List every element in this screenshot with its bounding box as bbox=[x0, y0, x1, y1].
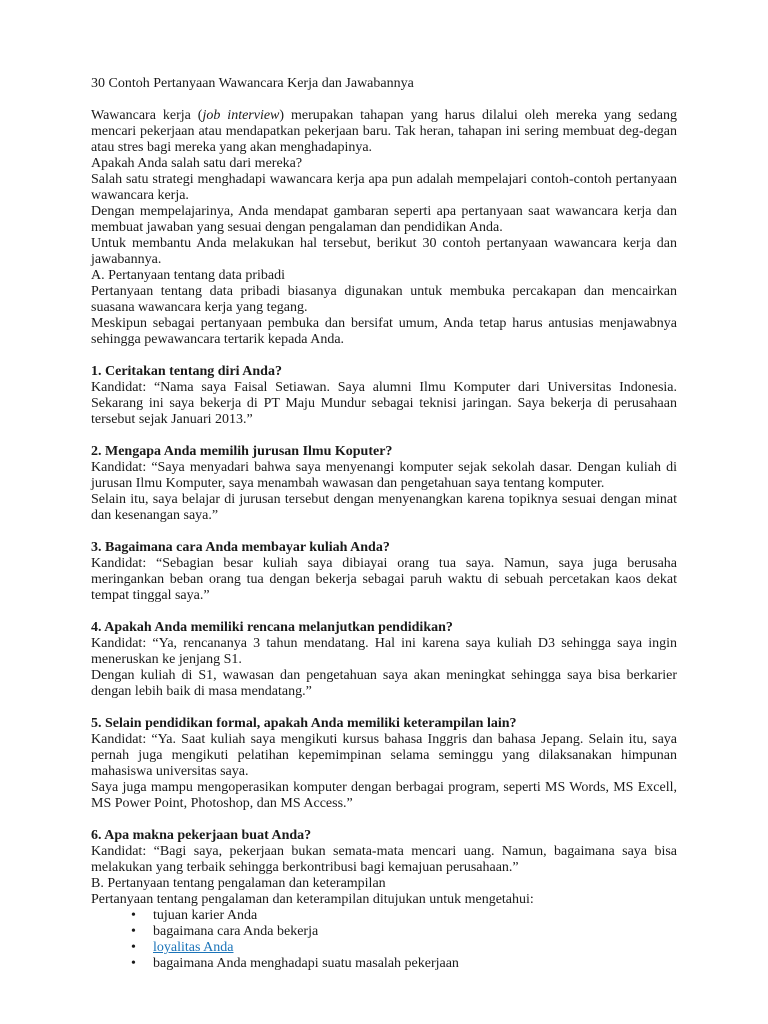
answer-text: Kandidat: “Nama saya Faisal Setiawan. Saya alumni Ilmu Komputer dari Universitas Indonesia. Sekarang ini saya bekerja di PT Maju Mundur sebagai teknisi jaringan. Saya bekerja di perusahaan tersebut sejak Januari 2013.” bbox=[91, 380, 677, 427]
loyalitas-link[interactable]: loyalitas Anda bbox=[153, 940, 234, 955]
answer-text-continued: Dengan kuliah di S1, wawasan dan pengetahuan saya akan meningkat sehingga saya bisa berkarier dengan lebih baik di masa mendatang.” bbox=[91, 668, 677, 699]
list-item bbox=[91, 924, 677, 940]
answer-text-continued: Selain itu, saya belajar di jurusan tersebut dengan menyenangkan karena topiknya sesuai dengan minat dan kesenangan saya.” bbox=[91, 492, 677, 523]
bullet-list bbox=[91, 908, 677, 972]
list-item bbox=[91, 908, 677, 924]
answer-text: Kandidat: “Ya. Saat kuliah saya mengikuti kursus bahasa Inggris dan bahasa Jepang. Selain itu, saya pernah juga mengikuti pelatihan kepemimpinan selama seminggu yang dilaksanakan himpunan mahasiswa universitas saya. bbox=[91, 732, 677, 779]
question-text: 5. Selain pendidikan formal, apakah Anda memiliki keterampilan lain? bbox=[91, 716, 517, 731]
intro-paragraph-7: Meskipun sebagai pertanyaan pembuka dan bersifat umum, Anda tetap harus antusias menjawabnya sehingga pewawancara tertarik kepada Anda. bbox=[91, 316, 677, 347]
intro-paragraph-3: Salah satu strategi menghadapi wawancara kerja apa pun adalah mempelajari contoh-contoh pertanyaan wawancara kerja. bbox=[91, 172, 677, 203]
intro-p1-before: Wawancara kerja ( bbox=[91, 108, 203, 123]
intro-paragraph-4: Dengan mempelajarinya, Anda mendapat gambaran seperti apa pertanyaan saat wawancara kerja dan membuat jawaban yang sesuai dengan pengalaman dan pendidikan Anda. bbox=[91, 204, 677, 235]
intro-p1-italic: job interview bbox=[202, 108, 280, 123]
question-2 bbox=[91, 444, 677, 524]
bullet-icon: • bbox=[131, 924, 136, 939]
question-5 bbox=[91, 716, 677, 812]
document-page bbox=[91, 76, 677, 972]
answer-text: Kandidat: “Ya, rencananya 3 tahun mendatang. Hal ini karena saya kuliah D3 sehingga saya ingin meneruskan ke jenjang S1. bbox=[91, 636, 677, 667]
list-item bbox=[91, 940, 677, 956]
document-title: 30 Contoh Pertanyaan Wawancara Kerja dan Jawabannya bbox=[91, 76, 414, 91]
intro-p1-after: ) merupakan tahapan yang harus dilalui oleh mereka yang sedang mencari pekerjaan atau mendapatkan pekerjaan baru. Tak heran, tahapan ini sering membuat deg-degan atau stres bagi mereka yang akan menghadapinya. bbox=[91, 108, 677, 155]
question-text: 6. Apa makna pekerjaan buat Anda? bbox=[91, 828, 312, 843]
question-text: 2. Mengapa Anda memilih jurusan Ilmu Koputer? bbox=[91, 444, 393, 459]
question-4 bbox=[91, 620, 677, 700]
list-item-text: bagaimana Anda menghadapi suatu masalah pekerjaan bbox=[153, 956, 459, 971]
bullet-icon: • bbox=[131, 956, 136, 971]
list-item-text: tujuan karier Anda bbox=[153, 908, 258, 923]
bullet-icon: • bbox=[131, 940, 136, 955]
question-3 bbox=[91, 540, 677, 604]
answer-text: Kandidat: “Sebagian besar kuliah saya dibiayai orang tua saya. Namun, saya juga berusaha meringankan beban orang tua dengan bekerja sebagai paruh waktu di sebuah percetakan kaos dekat tempat tinggal saya.” bbox=[91, 556, 677, 603]
answer-text: Kandidat: “Saya menyadari bahwa saya menyenangi komputer sejak sekolah dasar. Dengan kuliah di jurusan Ilmu Komputer, saya menambah wawasan dan pengetahuan saya tentang komputer. bbox=[91, 460, 677, 491]
intro-paragraph-6: Pertanyaan tentang data pribadi biasanya digunakan untuk membuka percakapan dan mencairkan suasana wawancara kerja yang tegang. bbox=[91, 284, 677, 315]
question-text: 1. Ceritakan tentang diri Anda? bbox=[91, 364, 282, 379]
answer-text-continued: Saya juga mampu mengoperasikan komputer dengan berbagai program, seperti MS Words, MS Excell, MS Power Point, Photoshop, dan MS Access.” bbox=[91, 780, 677, 811]
answer-text: Kandidat: “Bagi saya, pekerjaan bukan semata-mata mencari uang. Namun, bagaimana saya bisa melakukan yang terbaik sehingga berkontribusi bagi kemajuan perusahaan.” bbox=[91, 844, 677, 875]
list-item bbox=[91, 956, 677, 972]
question-1 bbox=[91, 364, 677, 428]
list-item-text: bagaimana cara Anda bekerja bbox=[153, 924, 319, 939]
intro-paragraph-5: Untuk membantu Anda melakukan hal tersebut, berikut 30 contoh pertanyaan wawancara kerja dan jawabannya. bbox=[91, 236, 677, 267]
intro-paragraph-2: Apakah Anda salah satu dari mereka? bbox=[91, 156, 303, 171]
question-text: 4. Apakah Anda memiliki rencana melanjutkan pendidikan? bbox=[91, 620, 453, 635]
section-a-heading: A. Pertanyaan tentang data pribadi bbox=[91, 268, 285, 283]
section-b-heading: B. Pertanyaan tentang pengalaman dan keterampilan bbox=[91, 876, 386, 891]
intro-paragraph-1 bbox=[91, 108, 677, 156]
question-text: 3. Bagaimana cara Anda membayar kuliah Anda? bbox=[91, 540, 390, 555]
question-6 bbox=[91, 828, 677, 876]
bullet-icon: • bbox=[131, 908, 136, 923]
section-b-intro: Pertanyaan tentang pengalaman dan keterampilan ditujukan untuk mengetahui: bbox=[91, 892, 534, 907]
